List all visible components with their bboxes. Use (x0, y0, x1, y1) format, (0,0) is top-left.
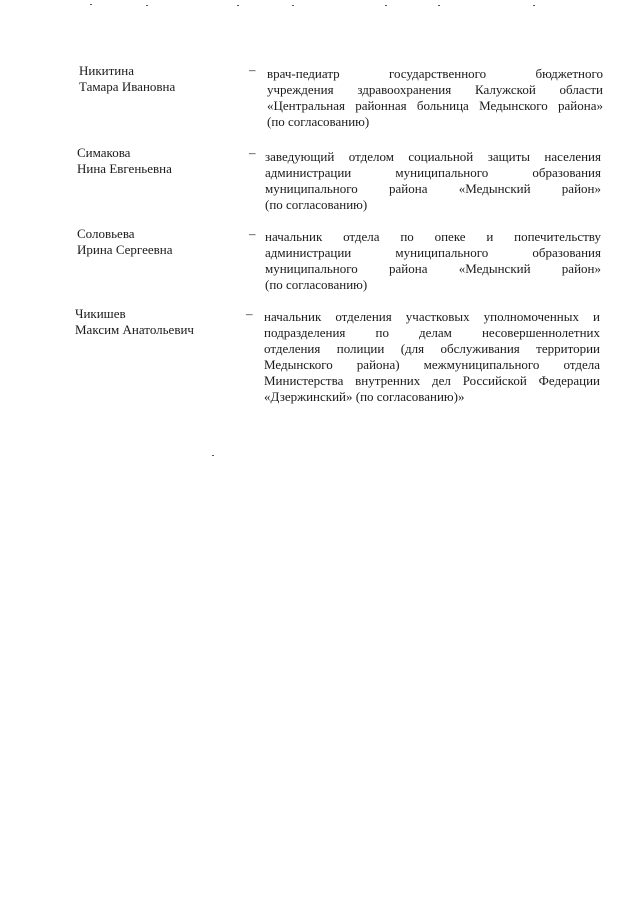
position-line: (по согласованию) (265, 277, 368, 292)
position-line: отделения полиции (для обслуживания территории (264, 341, 600, 356)
position-line: начальник отделения участковых уполномоченных и (264, 309, 600, 324)
position-line: начальник отдела по опеке и попечительству (265, 229, 601, 244)
member-position (265, 149, 601, 213)
member-name (75, 306, 194, 338)
member-surname: Симакова (77, 145, 131, 160)
scan-artifact (212, 455, 214, 456)
member-position (265, 229, 601, 293)
member-name (77, 226, 173, 258)
position-line: «Центральная районная больница Медынского района» (267, 98, 603, 113)
separator-dash: – (249, 62, 256, 77)
member-name (77, 145, 172, 177)
scan-artifact (90, 4, 92, 5)
separator-dash: – (249, 226, 256, 241)
member-surname: Соловьева (77, 226, 135, 241)
position-line: администрации муниципального образования (265, 165, 601, 180)
position-line: Медынского района) межмуниципального отдела (264, 357, 600, 372)
member-position (267, 66, 603, 130)
position-line: подразделения по делам несовершеннолетних (264, 325, 600, 340)
position-line: (по согласованию) (267, 114, 370, 129)
member-given-names: Максим Анатольевич (75, 322, 194, 337)
member-surname: Чикишев (75, 306, 126, 321)
scan-artifact (533, 5, 535, 6)
position-line: врач-педиатр государственного бюджетного (267, 66, 603, 81)
scan-artifact (292, 5, 294, 6)
member-given-names: Нина Евгеньевна (77, 161, 172, 176)
member-position (264, 309, 600, 405)
position-line: Министерства внутренних дел Российской Федерации (264, 373, 600, 388)
separator-dash: – (246, 306, 253, 321)
member-name (79, 63, 175, 95)
separator-dash: – (249, 145, 256, 160)
member-surname: Никитина (79, 63, 134, 78)
position-line: учреждения здравоохранения Калужской области (267, 82, 603, 97)
member-given-names: Тамара Ивановна (79, 79, 176, 94)
scan-artifact (146, 5, 148, 6)
scan-artifact (438, 5, 440, 6)
position-line: администрации муниципального образования (265, 245, 601, 260)
scan-artifact (385, 5, 387, 6)
position-line: муниципального района «Медынский район» (265, 261, 601, 276)
member-given-names: Ирина Сергеевна (77, 242, 173, 257)
position-line: «Дзержинский» (по согласованию)» (264, 389, 465, 404)
position-line: муниципального района «Медынский район» (265, 181, 601, 196)
scan-artifact (237, 5, 239, 6)
position-line: заведующий отделом социальной защиты населения (265, 149, 601, 164)
position-line: (по согласованию) (265, 197, 368, 212)
